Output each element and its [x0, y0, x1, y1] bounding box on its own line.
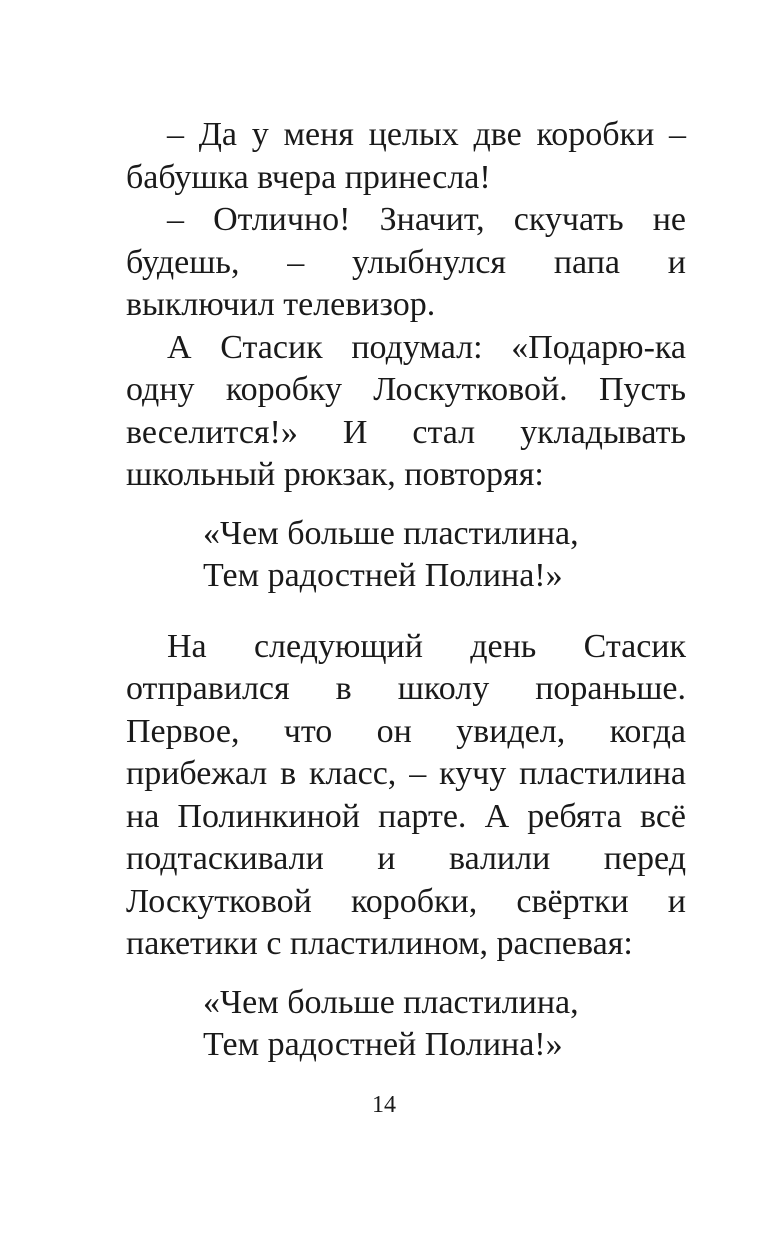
verse-line: «Чем больше пластилина,: [203, 983, 579, 1021]
spacer: [126, 497, 686, 513]
page-number: 14: [372, 1092, 396, 1118]
verse-line: Тем радостней Полина!»: [203, 557, 563, 594]
verse-block-2: [126, 982, 686, 1067]
paragraph-dialogue-dad: – Отлично! Значит, скучать не будешь, – улыбнулся папа и выключил телевизор.: [126, 201, 686, 323]
paragraph-stasik-thought: А Стасик подумал: «Подарю-ка одну коробку Лоскутковой. Пусть веселится!» И стал укладывать школьный рюкзак, повторяя:: [126, 328, 686, 493]
verse-line: «Чем больше пластилина,: [203, 514, 579, 552]
spacer: [126, 598, 686, 626]
paragraph-next-day: На следующий день Стасик отправился в школу пораньше. Первое, что он увидел, когда прибежал в класс, – кучу пластилина на Полинкиной парте. А ребята всё подтаскивали и валили перед Лоскутковой коробки, свёртки и пакетики с пластилином, распевая:: [126, 627, 686, 962]
spacer: [126, 966, 686, 982]
verse-line: Тем радостней Полина!»: [203, 1026, 563, 1063]
book-page-text: [126, 114, 686, 1067]
paragraph-dialogue-boxes: – Да у меня целых две коробки – бабушка вчера принесла!: [126, 116, 686, 196]
verse-block-1: [126, 513, 686, 598]
